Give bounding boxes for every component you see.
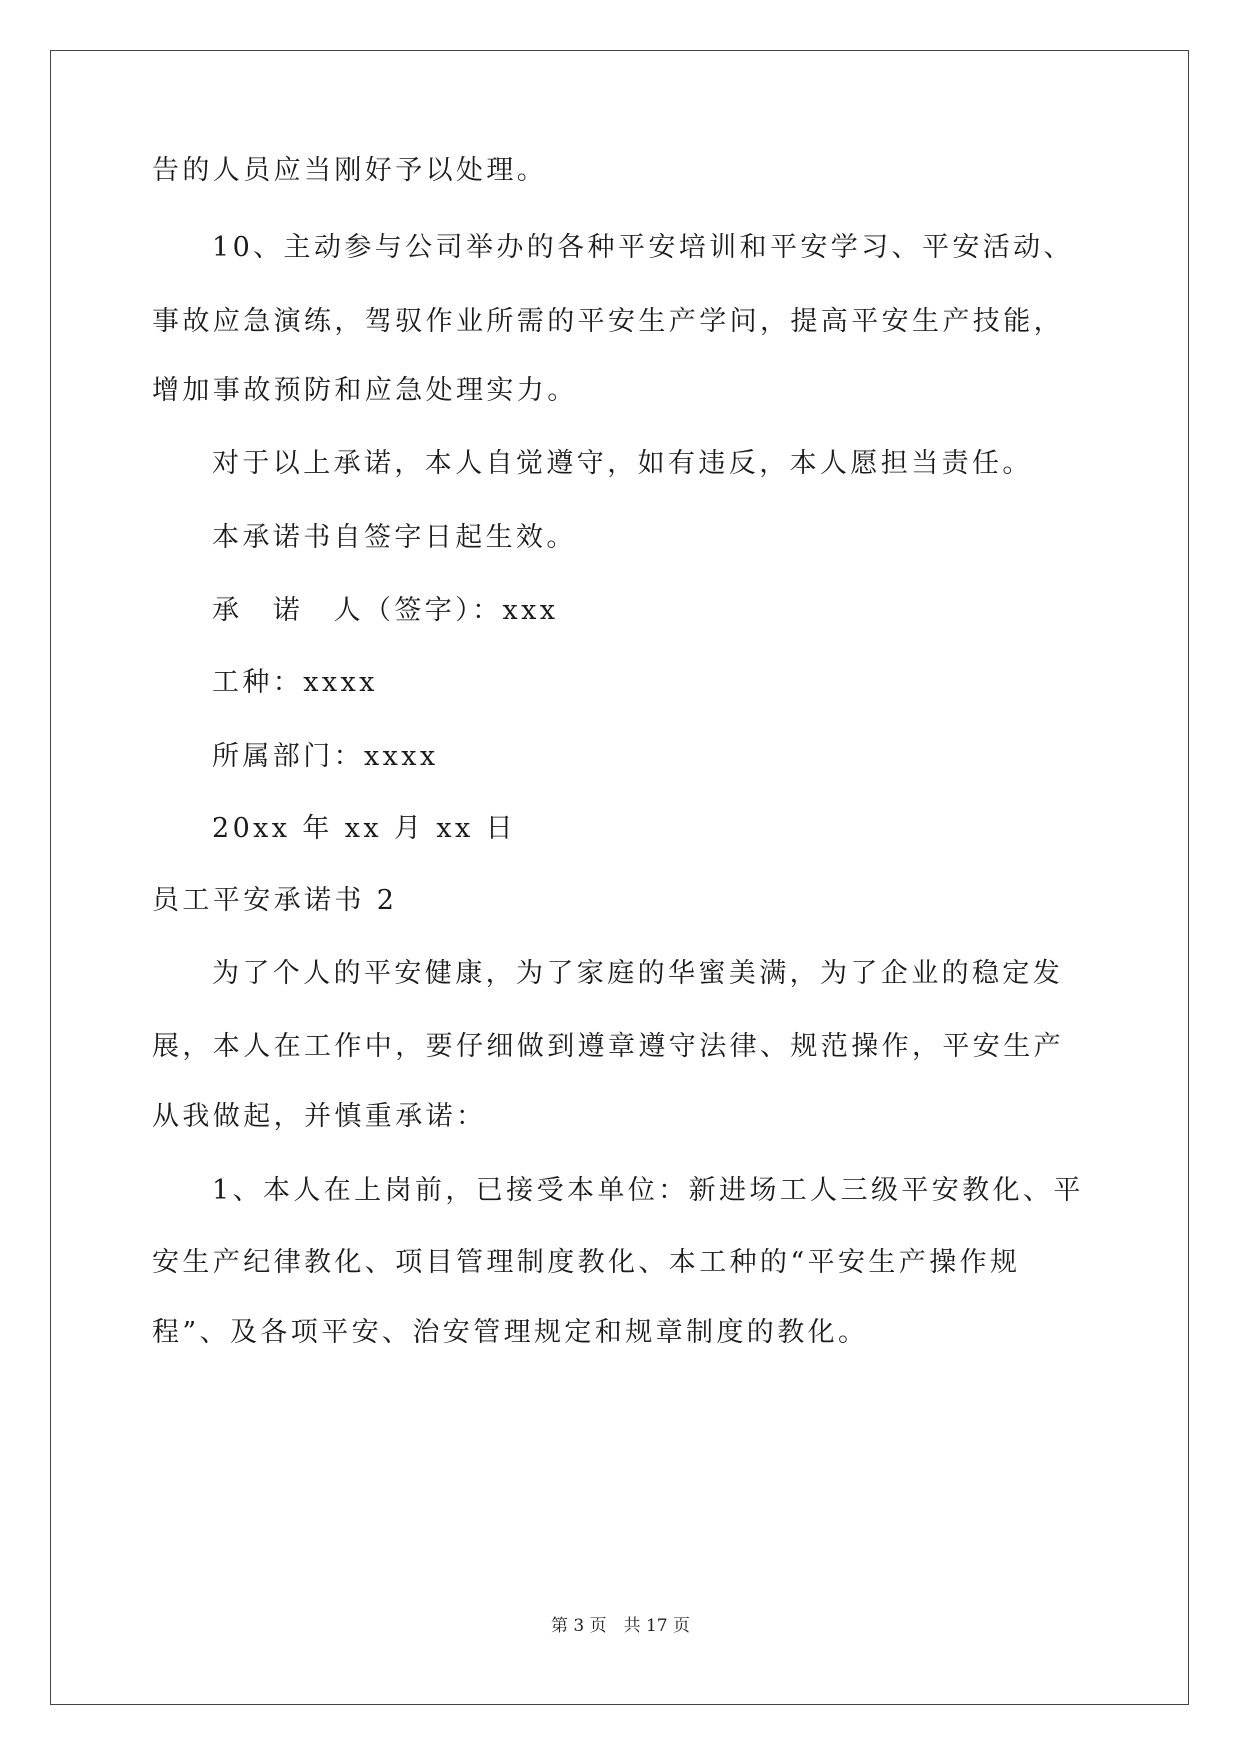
text-line: 告的人员应当刚好予以处理。 [152,155,548,186]
section-title: 员工平安承诺书 2 [152,885,398,916]
text-line: 展，本人在工作中，要仔细做到遵章遵守法律、规范操作，平安生产 [152,1031,1064,1062]
page-number-footer: 第 3 页 共 17 页 [550,1616,691,1636]
page-border [50,50,1189,1705]
department-line: 所属部门：xxxx [212,741,439,772]
signature-line: 承 诺 人（签字）：xxx [212,595,559,626]
text-line: 事故应急演练，驾驭作业所需的平安生产学问，提高平安生产技能， [152,306,1064,337]
text-line: 为了个人的平安健康，为了家庭的华蜜美满，为了企业的稳定发 [212,958,1064,989]
text-line: 本承诺书自签字日起生效。 [212,522,577,553]
text-line: 1、本人在上岗前，已接受本单位：新进场工人三级平安教化、平 [212,1175,1084,1206]
text-line: 对于以上承诺，本人自觉遵守，如有违反，本人愿担当责任。 [212,448,1033,479]
text-line: 10、主动参与公司举办的各种平安培训和平安学习、平安活动、 [212,232,1074,263]
date-line: 20xx 年 xx 月 xx 日 [212,813,517,844]
text-line: 程”、及各项平安、治安管理规定和规章制度的教化。 [152,1317,869,1348]
text-line: 增加事故预防和应急处理实力。 [152,375,578,406]
text-line: 安生产纪律教化、项目管理制度教化、本工种的“平安生产操作规 [152,1247,1021,1278]
job-type-line: 工种：xxxx [212,667,378,698]
text-line: 从我做起，并慎重承诺： [152,1101,487,1132]
